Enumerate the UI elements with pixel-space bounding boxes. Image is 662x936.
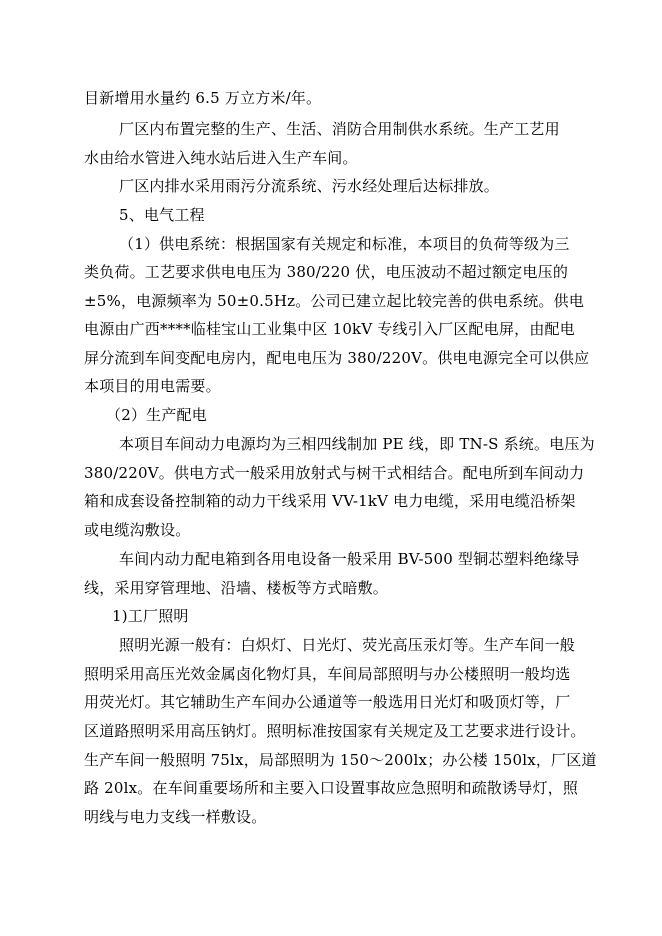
subsection-heading: （2）生产配电 [106,406,207,424]
text-line: （1）供电系统：根据国家有关规定和标准，本项目的负荷等级为三 [119,235,570,253]
text-line: 线，采用穿管理地、沿墙、楼板等方式暗敷。 [84,579,389,597]
text-line: 箱和成套设备控制箱的动力干线采用 VV-1kV 电力电缆，采用电缆沿桥架 [84,492,576,510]
text-line: 屏分流到车间变配电房内，配电电压为 380/220V。供电电源完全可以供应 [84,349,590,367]
text-line: 照明光源一般有：白炽灯、日光灯、荧光高压汞灯等。生产车间一般 [119,636,576,654]
text-line: 生产车间一般照明 75lx，局部照明为 150～200lx；办公楼 150lx，厂区道 [84,751,597,769]
text-line: 明线与电力支线一样敷设。 [84,808,267,826]
section-heading: 5、电气工程 [119,206,205,224]
text-line: 厂区内排水采用雨污分流系统、污水经处理后达标排放。 [119,177,500,195]
text-line: 380/220V。供电方式一般采用放射式与树干式相结合。配电所到车间动力 [84,464,585,482]
text-line: 路 20lx。在车间重要场所和主要入口设置事故应急照明和疏散诱导灯，照 [84,779,579,797]
text-line: 目新增用水量约 6.5 万立方米/年。 [84,89,322,107]
text-line: 厂区内布置完整的生产、生活、消防合用制供水系统。生产工艺用 [119,120,560,138]
text-line: 照明采用高压光效金属卤化物灯具，车间局部照明与办公楼照明一般均选 [84,665,571,683]
text-line: 水由给水管进入纯水站后进入生产车间。 [84,149,358,167]
text-line: 类负荷。工艺要求供电电压为 380/220 伏，电压波动不超过额定电压的 [84,263,569,281]
text-line: 本项目的用电需要。 [84,377,221,395]
text-line: 或电缆沟敷设。 [84,521,191,539]
text-line: 车间内动力配电箱到各用电设备一般采用 BV-500 型铜芯塑料绝缘导 [119,550,580,568]
subsection-heading: 1)工厂照明 [112,607,189,625]
text-line: ±5%，电源频率为 50±0.5Hz。公司已建立起比较完善的供电系统。供电 [84,292,585,310]
text-line: 用荧光灯。其它辅助生产车间办公通道等一般选用日光灯和吸顶灯等，厂 [84,693,571,711]
text-line: 电源由广西****临桂宝山工业集中区 10kV 专线引入厂区配电屏，由配电 [84,320,575,338]
text-line: 本项目车间动力电源均为三相四线制加 PE 线，即 TN-S 系统。电压为 [119,435,595,453]
text-line: 区道路照明采用高压钠灯。照明标准按国家有关规定及工艺要求进行设计。 [84,722,586,740]
